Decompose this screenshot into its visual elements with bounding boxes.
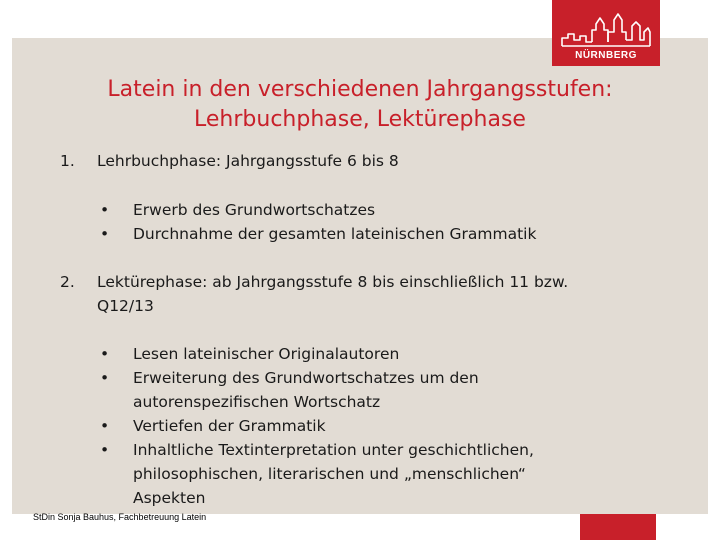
- section-1-heading: Lehrbuchphase: Jahrgangsstufe 6 bis 8: [97, 152, 399, 170]
- bullet-marker: •: [100, 201, 110, 219]
- section-2-bullet-4-cont-2: Aspekten: [133, 489, 206, 507]
- section-2-bullet-4: Inhaltliche Textinterpretation unter geschichtlichen,: [133, 441, 534, 459]
- section-1-bullet-2: Durchnahme der gesamten lateinischen Grammatik: [133, 225, 537, 243]
- section-1-number: 1.: [60, 152, 75, 170]
- footer-author: StDin Sonja Bauhus, Fachbetreuung Latein: [33, 512, 207, 522]
- section-2-heading-line-2: Q12/13: [97, 297, 154, 315]
- title-line-2: Lehrbuchphase, Lektürephase: [194, 107, 526, 132]
- section-2-bullet-1: Lesen lateinischer Originalautoren: [133, 345, 400, 363]
- logo-text: NÜRNBERG: [575, 50, 637, 61]
- bullet-marker: •: [100, 345, 110, 363]
- bullet-marker: •: [100, 369, 110, 387]
- section-2-bullet-2-cont: autorenspezifischen Wortschatz: [133, 393, 381, 411]
- section-2-number: 2.: [60, 273, 75, 291]
- section-2-bullet-3: Vertiefen der Grammatik: [133, 417, 326, 435]
- section-2-heading-line-1: Lektürephase: ab Jahrgangsstufe 8 bis einschließlich 11 bzw.: [97, 273, 569, 291]
- section-2-bullet-4-cont-1: philosophischen, literarischen und „menschlichen“: [133, 465, 526, 483]
- section-2-bullet-2: Erweiterung des Grundwortschatzes um den: [133, 369, 479, 387]
- bullet-marker: •: [100, 417, 110, 435]
- title-line-1: Latein in den verschiedenen Jahrgangsstufen:: [107, 77, 613, 102]
- section-1-bullet-1: Erwerb des Grundwortschatzes: [133, 201, 376, 219]
- bullet-marker: •: [100, 441, 110, 459]
- bottom-accent-bar: [580, 514, 656, 540]
- bullet-marker: •: [100, 225, 110, 243]
